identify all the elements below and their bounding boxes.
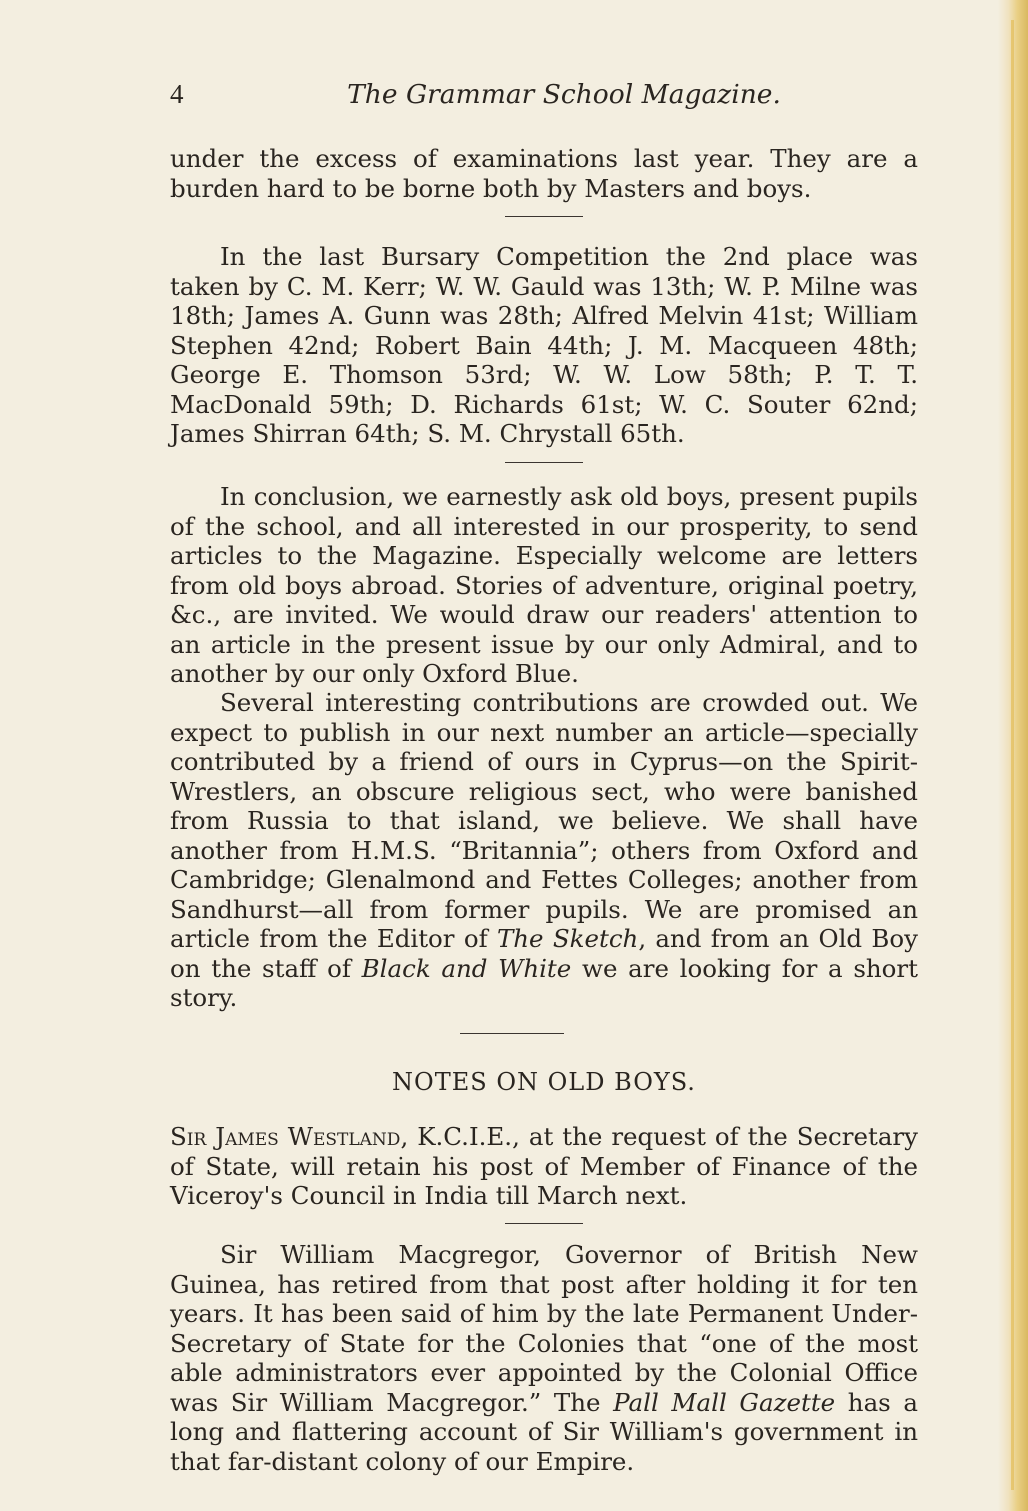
section-heading: NOTES ON OLD BOYS. <box>392 1068 696 1096</box>
paragraph-contributions <box>170 688 918 1013</box>
contributions-text: Several interesting contributions are crowded out. We expect to publish in our next number an article—specially contributed by a friend of ours in Cyprus—on the Spirit-Wrestlers, an obscure religious sect, who were banished from Russia to that island, we believe. We shall have another from H.M.S. “Britannia”; others from Oxford and Cambridge; Glenalmond and Fettes Colleges; another from Sandhurst—all from former pupils. We are promised an article from the Editor of <box>170 688 918 953</box>
divider <box>505 1223 583 1224</box>
paragraph-conclusion: In conclusion, we earnestly ask old boys, present pupils of the school, and all interested in our prosperity, to send articles to the Magazine. Especially welcome are letters from old boys abroad. Stories of adventure, original poetry, &c., are invited. We would draw our readers' attention to an article in the present issue by our only Admiral, and to another by our only Oxford Blue. <box>170 482 918 688</box>
sketch-title: The Sketch <box>496 924 639 953</box>
divider <box>505 462 583 463</box>
black-and-white-title: Black and White <box>361 953 572 983</box>
magazine-title: The Grammar School Magazine. <box>347 79 781 110</box>
paragraph-bursary: In the last Bursary Competition the 2nd place was taken by C. M. Kerr; W. W. Gauld was 13th; W. P. Milne was 18th; James A. Gunn was 28th; Alfred Melvin 41st; William Stephen 42nd; Robert Bain 44th; J. M. Macqueen 48th; George E. Thomson 53rd; W. W. Low 58th; P. T. T. MacDonald 59th; D. Richards 61st; W. C. Souter 62nd; James Shirran 64th; S. M. Chrystall 65th. <box>170 242 918 448</box>
page-edge-shadow <box>1011 20 1014 1490</box>
paragraph-intro: under the excess of examinations last year. They are a burden hard to be borne both by Masters and boys. <box>170 144 918 203</box>
contributions-text: we are looking for a short story. <box>170 953 918 1012</box>
page-number: 4 <box>170 79 184 109</box>
pall-mall-gazette-title: Pall Mall Gazette <box>613 1387 836 1417</box>
westland-text: , K.C.I.E., at the request of the Secretary of State, will retain his post of Member of Finance of the Viceroy's Council in India till March next. <box>170 1122 918 1210</box>
macgregor-text: has a long and flattering account of Sir William's government in that far-distant colony of our Empire. <box>170 1387 918 1476</box>
westland-name: Sir James Westland <box>170 1122 401 1151</box>
divider <box>505 216 583 217</box>
paragraph-westland <box>170 1122 918 1211</box>
macgregor-text: Sir William Macgregor, Governor of British New Guinea, has retired from that post after holding it for ten years. It has been said of him by the late Permanent Under-Secretary of State for the Colonies that “one of the most able administrators ever appointed by the Colonial Office was Sir William Macgregor.” The <box>170 1240 918 1417</box>
divider <box>460 1033 564 1034</box>
contributions-text: , and from an Old Boy on the staff of <box>170 924 918 983</box>
paragraph-macgregor <box>170 1240 918 1476</box>
running-header <box>170 80 918 112</box>
